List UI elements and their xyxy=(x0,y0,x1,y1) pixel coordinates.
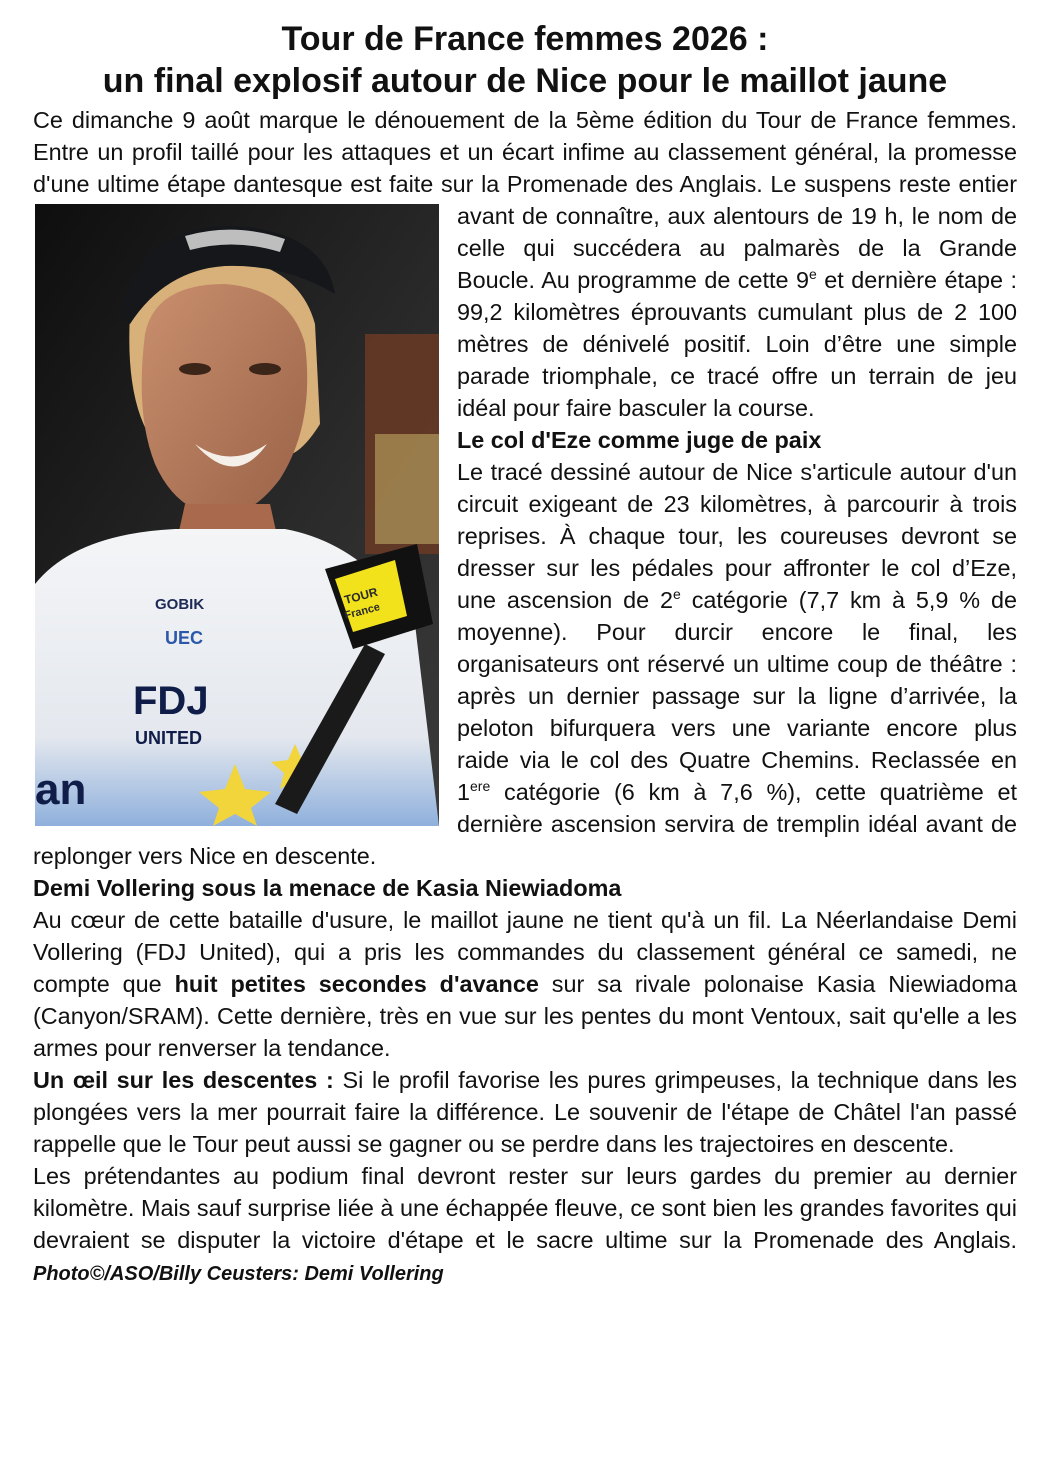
jersey-uec-text: UEC xyxy=(165,628,204,648)
photo-credit: Photo©/ASO/Billy Ceusters: Demi Vollering xyxy=(33,1263,444,1285)
closing-text: Les prétendantes au podium final devront rester sur leurs gardes du premier au dernier kilomètre. Mais sauf surprise liée à une échappée fleuve, ce sont bien les grandes favorites qui devraient se disputer la victoire d'étape et le sacre ultime sur la Promenade des Anglais. xyxy=(33,1163,1017,1253)
closing-paragraph xyxy=(33,1160,1017,1290)
section2-paragraph xyxy=(33,904,1017,1064)
section1-sup-2: ere xyxy=(470,778,491,795)
section3-paragraph xyxy=(33,1064,1017,1160)
jersey-sponsor-text: an xyxy=(35,765,87,814)
jersey-gobik-text: GOBIK xyxy=(155,596,205,613)
section1-heading-text: Le col d'Eze comme juge de paix xyxy=(457,427,822,453)
section2-text-a: Au cœur de cette bataille d'usure, le maillot jaune ne tient qu'à un fil. La Néerlandaise Demi Vollering (FDJ United), qui a pris les commandes du classement général ce samedi, ne compte que xyxy=(33,907,1017,997)
section2-text-b: sur sa rivale polonaise Kasia Niewiadoma (Canyon/SRAM). Cette dernière, très en vue sur les pentes du mont Ventoux, sait qu'elle a les armes pour renverser la tendance. xyxy=(33,971,1017,1061)
section3-lead: Un œil sur les descentes : xyxy=(33,1067,334,1093)
article-title xyxy=(33,18,1017,102)
section1-text-c: catégorie (6 km à 7,6 %), cette quatrième et dernière ascension servira de tremplin idéal avant de replonger vers Nice en descente. xyxy=(33,779,1017,869)
article-body xyxy=(33,104,1017,1290)
title-line-1: Tour de France femmes 2026 : xyxy=(281,20,769,58)
intro-superscript: e xyxy=(808,266,817,283)
intro-start: Ce dimanche 9 août marque le dénouement de la 5ème édition du Tour de France femmes. Entre un profil taillé pour les attaques et un écart infime au classement général, la promesse d'une ultime étape dantesque est faite sur la Promenade des Anglais. Le suspens reste entier avant de connaître, aux alentours de 19 h, le nom de celle qui succédera au palmarès de la Grande Boucle. Au programme de cette 9 xyxy=(33,107,1017,293)
section2-heading xyxy=(33,872,1017,904)
intro-end: et dernière étape : 99,2 kilomètres éprouvants cumulant plus de 2 100 mètres de dénivelé positif. Loin d’être une simple parade triomphale, ce tracé offre un terrain de jeu idéal pour faire basculer la course. xyxy=(457,267,1017,421)
mic-logo-line-2: France xyxy=(343,601,382,623)
section1-text-b: catégorie (7,7 km à 5,9 % de moyenne). Pour durcir encore le final, les organisateurs ont réservé un ultime coup de théâtre : après un dernier passage sur la ligne d’arrivée, la peloton bifurquera vers une variante encore plus raide via le col des Quatre Chemins. Reclassée en 1 xyxy=(457,587,1017,805)
section2-bold-text: huit petites secondes d'avance xyxy=(174,971,539,997)
section1-sup-1: e xyxy=(673,586,681,603)
section2-heading-text: Demi Vollering sous la menace de Kasia Niewiadoma xyxy=(33,875,622,901)
mic-logo-line-1: TOUR xyxy=(342,584,380,608)
jersey-fdj-text: FDJ xyxy=(133,679,209,723)
cyclist-photo xyxy=(35,204,439,826)
section1-text-a: Le tracé dessiné autour de Nice s'articule autour d'un circuit exigeant de 23 kilomètres, à parcourir à trois reprises. À chaque tour, les coureuses devront se dresser sur les pédales pour affronter le col d’Eze, une ascension de 2 xyxy=(457,459,1017,613)
section3-text: Si le profil favorise les pures grimpeuses, la technique dans les plongées vers la mer pourrait faire la différence. Le souvenir de l'étape de Châtel l'an passé rappelle que le Tour peut aussi se gagner ou se perdre dans les trajectoires en descente. xyxy=(33,1067,1017,1157)
jersey-united-text: UNITED xyxy=(135,728,202,748)
cyclist-illustration xyxy=(35,204,439,826)
title-line-2: un final explosif autour de Nice pour le maillot jaune xyxy=(102,62,948,100)
